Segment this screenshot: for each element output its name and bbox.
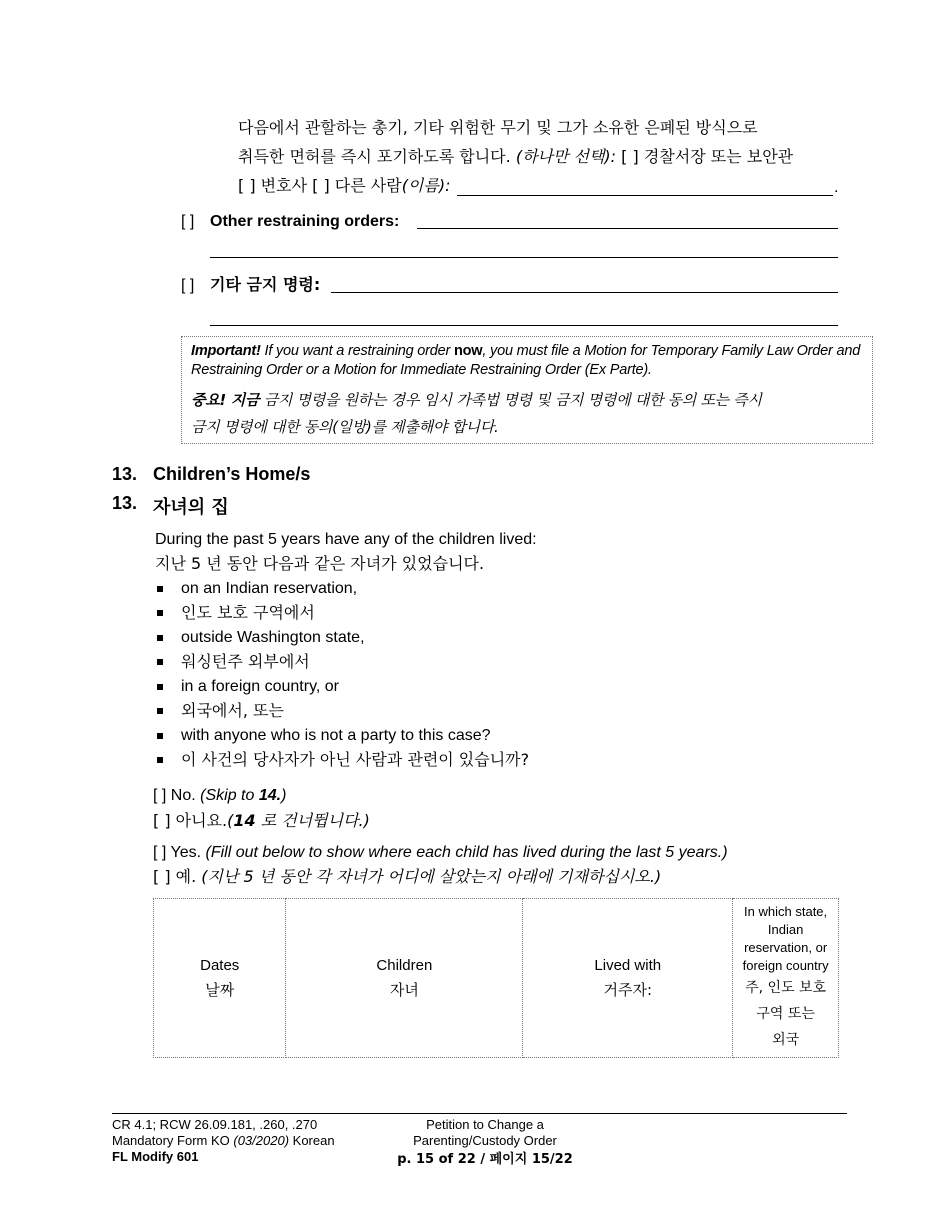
other-orders-ko-field-2[interactable]: [210, 325, 838, 326]
option-no-en-label[interactable]: [ ] No.: [153, 787, 196, 804]
notice-important-en: Important!: [191, 343, 261, 359]
footer-left: [112, 1117, 335, 1165]
notice-en-text-2: , you must file a Motion for Temporary Family Law Order and: [482, 343, 861, 359]
bullet-marker: [157, 708, 163, 714]
table-header-location-ko-3: 외국: [772, 1032, 800, 1048]
firearms-choose-one: (하나만 선택):: [515, 147, 617, 166]
footer-citation: CR 4.1; RCW 26.09.181, .260, .270: [112, 1117, 318, 1132]
table-header-lived-with-ko: 거주자:: [603, 980, 653, 999]
bullet-marker: [157, 635, 163, 641]
table-header-children-en: Children: [376, 956, 433, 974]
firearms-name-label: (이름):: [401, 176, 451, 195]
firearms-line-1: 다음에서 관할하는 총기, 기타 위험한 무기 및 그가 소유한 은폐된 방식으로: [238, 118, 758, 137]
table-header-lived-with: [523, 899, 733, 1058]
bullet-item: 외국에서, 또는: [181, 701, 284, 720]
other-orders-ko-checkbox[interactable]: [ ]: [181, 277, 195, 294]
footer-form-language: Korean: [289, 1133, 335, 1148]
notice-ko: [191, 387, 762, 441]
bullet-marker: [157, 733, 163, 739]
notice-en: [191, 342, 860, 380]
option-no-ko[interactable]: [153, 811, 370, 831]
bullet-item: in a foreign country, or: [181, 678, 340, 695]
table-header-lived-with-en: Lived with: [594, 956, 662, 974]
option-no-ko-label[interactable]: [ ] 아니요.: [153, 811, 228, 830]
section-13-number: 13.: [112, 464, 138, 484]
option-no-en-num: 14.: [258, 787, 282, 804]
option-yes-en[interactable]: [153, 843, 728, 863]
bullet-marker: [157, 659, 163, 665]
table-header-children-ko: 자녀: [389, 980, 419, 999]
option-yes-ko[interactable]: [153, 867, 661, 887]
other-orders-ko-label: 기타 금지 명령:: [210, 275, 321, 294]
bullet-item: 워싱턴주 외부에서: [181, 652, 310, 671]
table-header-dates: [154, 899, 286, 1058]
table-header-location-ko-1: 주, 인도 보호: [745, 980, 827, 996]
other-orders-label: Other restraining orders:: [210, 213, 400, 230]
table-header-children: [286, 899, 523, 1058]
option-yes-en-label[interactable]: [ ] Yes.: [153, 844, 202, 861]
firearms-name-field[interactable]: [457, 195, 833, 196]
firearms-police-option[interactable]: [ ] 경찰서장 또는 보안관: [621, 147, 794, 166]
table-header-dates-en: Dates: [200, 956, 240, 974]
residence-table: [153, 898, 839, 1058]
bullet-item: 이 사건의 당사자가 아닌 사람과 관련이 있습니까?: [181, 750, 530, 769]
footer-rule: [112, 1113, 847, 1114]
firearms-line-2-text: 취득한 면허를 즉시 포기하도록 합니다.: [238, 147, 511, 166]
option-no-en-skip: (Skip to: [200, 787, 255, 804]
notice-ko-text-2: 금지 명령에 대한 동의(일방)를 제출해야 합니다.: [191, 418, 499, 436]
option-no-ko-num: 14: [233, 811, 256, 830]
table-header-location-en-1: In which state,: [744, 904, 828, 919]
footer-title-2: Parenting/Custody Order: [413, 1133, 557, 1148]
footer-title-1: Petition to Change a: [426, 1117, 544, 1132]
other-orders-field-1[interactable]: [417, 228, 838, 229]
footer-form-line: [112, 1133, 335, 1149]
bullet-marker: [157, 757, 163, 763]
notice-important-ko: 중요! 지금: [191, 391, 260, 409]
notice-en-text-3: Restraining Order or a Motion for Immediate Restraining Order (Ex Parte).: [191, 362, 652, 378]
section-13-number-ko: 13.: [112, 493, 138, 513]
option-no-ko-open: (: [227, 811, 234, 830]
notice-en-text-1: If you want a restraining order: [260, 343, 454, 359]
table-header-location: [733, 899, 839, 1058]
table-header-location-en-4: foreign country: [742, 958, 829, 973]
bullet-marker: [157, 610, 163, 616]
bullet-item: 인도 보호 구역에서: [181, 603, 315, 622]
bullet-marker: [157, 684, 163, 690]
important-notice: [181, 336, 873, 444]
bullet-item: outside Washington state,: [181, 629, 365, 646]
table-header-location-ko-2: 구역 또는: [756, 1006, 815, 1022]
notice-ko-text-1: 금지 명령을 원하는 경우 임시 가족법 명령 및 금지 명령에 대한 동의 또는 즉시: [259, 391, 762, 409]
option-no-en-close: ): [281, 787, 287, 804]
section-13-title-en: Children’s Home/s: [153, 464, 311, 484]
other-orders-checkbox[interactable]: [ ]: [181, 213, 195, 230]
other-orders-field-2[interactable]: [210, 257, 838, 258]
footer-form-label: Mandatory Form KO: [112, 1133, 234, 1148]
firearms-other-options[interactable]: [ ] 변호사 [ ] 다른 사람: [238, 176, 402, 195]
bullet-item: on an Indian reservation,: [181, 580, 358, 597]
option-yes-ko-note: (지난 5 년 동안 각 자녀가 어디에 살았는지 아래에 기재하십시오.): [201, 867, 662, 886]
bullet-marker: [157, 586, 163, 592]
table-header-dates-ko: 날짜: [205, 980, 235, 999]
table-header-location-en-3: reservation, or: [744, 940, 828, 955]
bullet-item: with anyone who is not a party to this case?: [181, 727, 491, 744]
other-orders-ko-field-1[interactable]: [331, 292, 838, 293]
firearms-period: .: [834, 179, 839, 196]
section-13-intro-ko: 지난 5 년 동안 다음과 같은 자녀가 있었습니다.: [155, 554, 485, 573]
section-13-title-ko: 자녀의 집: [153, 497, 229, 518]
option-no-en[interactable]: [153, 786, 286, 806]
footer-center: [385, 1117, 585, 1168]
section-13-intro-en: During the past 5 years have any of the children lived:: [155, 531, 537, 548]
notice-now: now: [453, 343, 483, 359]
table-header-location-en-2: Indian: [767, 922, 804, 937]
footer-page-number: p. 15 of 22 / 페이지 15/22: [397, 1152, 573, 1167]
firearms-line-2: [238, 147, 793, 167]
footer-form-date: (03/2020): [233, 1133, 290, 1148]
option-no-ko-rest: 로 건너뜁니다.): [255, 811, 370, 830]
footer-form-id: FL Modify 601: [112, 1149, 199, 1164]
option-yes-ko-label[interactable]: [ ] 예.: [153, 867, 197, 886]
firearms-line-3: [238, 176, 450, 196]
option-yes-en-note: (Fill out below to show where each child has lived during the last 5 years.): [205, 844, 728, 861]
